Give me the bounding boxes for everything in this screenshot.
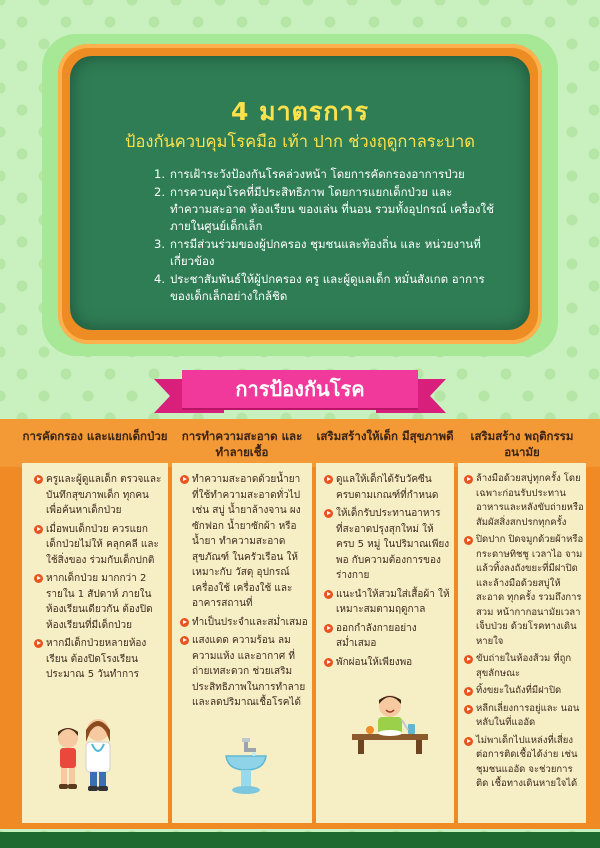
column-body bbox=[34, 472, 162, 686]
item-text: ดูแลให้เด็กได้รับวัคซีน ครบตามเกณฑ์ที่กำหนด bbox=[336, 474, 439, 501]
item-text: หากมีเด็กป่วยหลายห้อง เรียน ต้องปิดโรงเรียน ประมาณ 5 วันทำการ bbox=[46, 638, 147, 680]
bullet-icon bbox=[324, 509, 333, 518]
bullet-icon bbox=[324, 624, 333, 633]
list-item bbox=[324, 655, 450, 671]
bullet-icon bbox=[180, 475, 189, 484]
measure-item bbox=[154, 271, 494, 305]
measure-item bbox=[154, 236, 494, 270]
item-text: ครูและผู้ดูแลเด็ก ตรวจและบันทึกสุขภาพเด็ก ทุกคน เพื่อค้นหาเด็กป่วย bbox=[46, 474, 162, 516]
bullet-icon bbox=[180, 636, 189, 645]
bullet-icon bbox=[464, 705, 473, 714]
list-item bbox=[324, 472, 450, 503]
list-item bbox=[34, 522, 162, 569]
bullet-icon bbox=[34, 639, 43, 648]
list-item bbox=[464, 734, 584, 792]
list-item bbox=[180, 472, 308, 612]
measure-number: 1. bbox=[154, 167, 165, 181]
column-body bbox=[464, 472, 584, 795]
bullet-icon bbox=[180, 618, 189, 627]
measure-text: การมีส่วนร่วมของผู้ปกครอง ชุมชนและท้องถิ่น และ หน่วยงานที่เกี่ยวข้อง bbox=[170, 237, 481, 268]
list-item bbox=[464, 684, 584, 699]
item-text: ทำความสะอาดด้วยน้ำยา ที่ใช้ทำความสะอาดทั่วไป เช่น สบู่ น้ำยาล้างจาน ผงซักฟอก น้ำยาซักผ้า หรือน้ำยา ทำความสะอาดสุขภัณฑ์ ในครัวเรือน ให้เหมาะกับ วัสดุ อุปกรณ์ เครื่องใช้ เครื่องใช้ และอาคารสถานที่ bbox=[192, 474, 301, 609]
item-text: เมื่อพบเด็กป่วย ควรแยกเด็กป่วยไม่ให้ คลุกคลี และใช้สิ่งของ ร่วมกับเด็กปกติ bbox=[46, 523, 159, 566]
bullet-icon bbox=[464, 687, 473, 696]
item-text: หลีกเลี่ยงการอยู่และ นอนหลับในที่แออัด bbox=[476, 702, 580, 728]
child-eating-illustration bbox=[348, 690, 432, 756]
measure-text: การควบคุมโรคที่มีประสิทธิภาพ โดยการแยกเด็กป่วย และทำความสะอาด ห้องเรียน ของเล่น ที่นอน รวมทั้งอุปกรณ์ เครื่องใช้ภายในศูนย์เด็กเล็ก bbox=[170, 185, 494, 233]
column-heading-text: การคัดกรอง และแยกเด็กป่วย bbox=[22, 429, 168, 443]
list-item bbox=[464, 472, 584, 530]
item-text: ขับถ่ายในห้องส้วม ที่ถูกสุขลักษณะ bbox=[476, 653, 572, 679]
list-item bbox=[464, 702, 584, 731]
bullet-icon bbox=[464, 655, 473, 664]
board-subtitle: ป้องกันควบคุมโรคมือ เท้า ปาก ช่วงฤดูกาลระบาด bbox=[125, 132, 475, 151]
list-item bbox=[324, 587, 450, 618]
item-text: แสงแดด ความร้อน ลม ความแห้ง และอากาศ ที่ถ่ายเทสะดวก ช่วยเสริม ประสิทธิภาพในการทำลาย และลดปริมาณเชื้อโรคได้ bbox=[192, 635, 306, 708]
item-text: ทิ้งขยะในถังที่มีฝาปิด bbox=[476, 685, 562, 696]
list-item bbox=[324, 506, 450, 584]
measure-number: 4. bbox=[154, 272, 165, 286]
section-ribbon: การป้องกันโรค bbox=[182, 370, 418, 408]
item-text: หากเด็กป่วย มากกว่า 2 รายใน 1 สัปดาห์ ภายในห้องเรียนเดียวกัน ต้องปิดห้องเรียนที่มีเด็กป่วย bbox=[46, 573, 153, 631]
column-body bbox=[324, 472, 450, 673]
bullet-icon bbox=[324, 658, 333, 667]
column-heading-text: เสริมสร้างให้เด็ก มีสุขภาพดี bbox=[316, 429, 454, 443]
column-heading bbox=[172, 423, 312, 463]
bullet-icon bbox=[34, 574, 43, 583]
bullet-icon bbox=[464, 475, 473, 484]
column-heading-text: การทำความสะอาด และทำลายเชื้อ bbox=[181, 429, 303, 459]
child-doctor-illustration bbox=[46, 712, 122, 794]
item-text: ปิดปาก ปิดจมูกด้วยผ้าหรือ กระดาษทิชชู เวลาไอ จาม แล้วทิ้งลงถังขยะที่มีฝาปิด และล้างมือด้วยสบู่ให้สะอาด ทุกครั้ง รวมถึงการสวม หน้ากากอนามัยเวลาเจ็บป่วย ด้วยโรคทางเดินหายใจ bbox=[476, 534, 584, 647]
bullet-icon bbox=[34, 475, 43, 484]
board-title: 4 มาตรการ bbox=[231, 97, 369, 126]
footer-bar bbox=[0, 832, 600, 848]
list-item bbox=[464, 652, 584, 681]
list-item bbox=[34, 472, 162, 519]
item-text: แนะนำให้สวมใส่เสื้อผ้า ให้เหมาะสมตามฤดูกาล bbox=[336, 588, 450, 615]
column-heading bbox=[316, 423, 454, 463]
item-text: ล้างมือด้วยสบู่ทุกครั้ง โดยเฉพาะก่อนรับประทาน อาหารและหลังขับถ่ายหรือ สัมผัสสิ่งสกปรกทุกครั้ง bbox=[476, 473, 584, 528]
sink-icon bbox=[216, 736, 276, 796]
measures-list bbox=[154, 166, 494, 306]
measure-item bbox=[154, 166, 494, 183]
measure-text: การเฝ้าระวังป้องกันโรคล่วงหน้า โดยการคัดกรองอาการป่วย bbox=[170, 167, 465, 181]
measure-item bbox=[154, 184, 494, 235]
list-item bbox=[34, 636, 162, 683]
column-heading bbox=[22, 423, 168, 463]
list-item bbox=[324, 621, 450, 652]
measure-number: 3. bbox=[154, 237, 165, 251]
item-text: ไม่พาเด็กไปแหล่งที่เสี่ยง ต่อการติดเชื้อได้ง่าย เช่น ชุมชนแออัด จะช่วยการติด เชื้อทางเดินหายใจได้ bbox=[476, 734, 578, 789]
column-body bbox=[180, 472, 308, 714]
list-item bbox=[464, 533, 584, 649]
item-text: ออกกำลังกายอย่าง สม่ำเสมอ bbox=[336, 622, 417, 649]
bullet-icon bbox=[464, 737, 473, 746]
item-text: ให้เด็กรับประทานอาหาร ที่สะอาดปรุงสุกใหม่ ให้ครบ 5 หมู่ ในปริมาณเพียงพอ กับความต้องการของร่างกาย bbox=[336, 508, 450, 581]
item-text: พักผ่อนให้เพียงพอ bbox=[336, 656, 413, 668]
bullet-icon bbox=[324, 590, 333, 599]
bullet-icon bbox=[464, 536, 473, 545]
bullet-icon bbox=[324, 475, 333, 484]
list-item bbox=[180, 633, 308, 711]
column-heading bbox=[458, 423, 586, 463]
bullet-icon bbox=[34, 525, 43, 534]
list-item bbox=[34, 571, 162, 633]
column-heading-text: เสริมสร้าง พฤติกรรมอนามัย bbox=[470, 429, 574, 459]
list-item bbox=[180, 615, 308, 631]
item-text: ทำเป็นประจำและสม่ำเสมอ bbox=[192, 616, 308, 628]
measure-number: 2. bbox=[154, 185, 165, 199]
measure-text: ประชาสัมพันธ์ให้ผู้ปกครอง ครู และผู้ดูแลเด็ก หมั่นสังเกต อาการของเด็กเล็กอย่างใกล้ชิด bbox=[170, 272, 485, 303]
